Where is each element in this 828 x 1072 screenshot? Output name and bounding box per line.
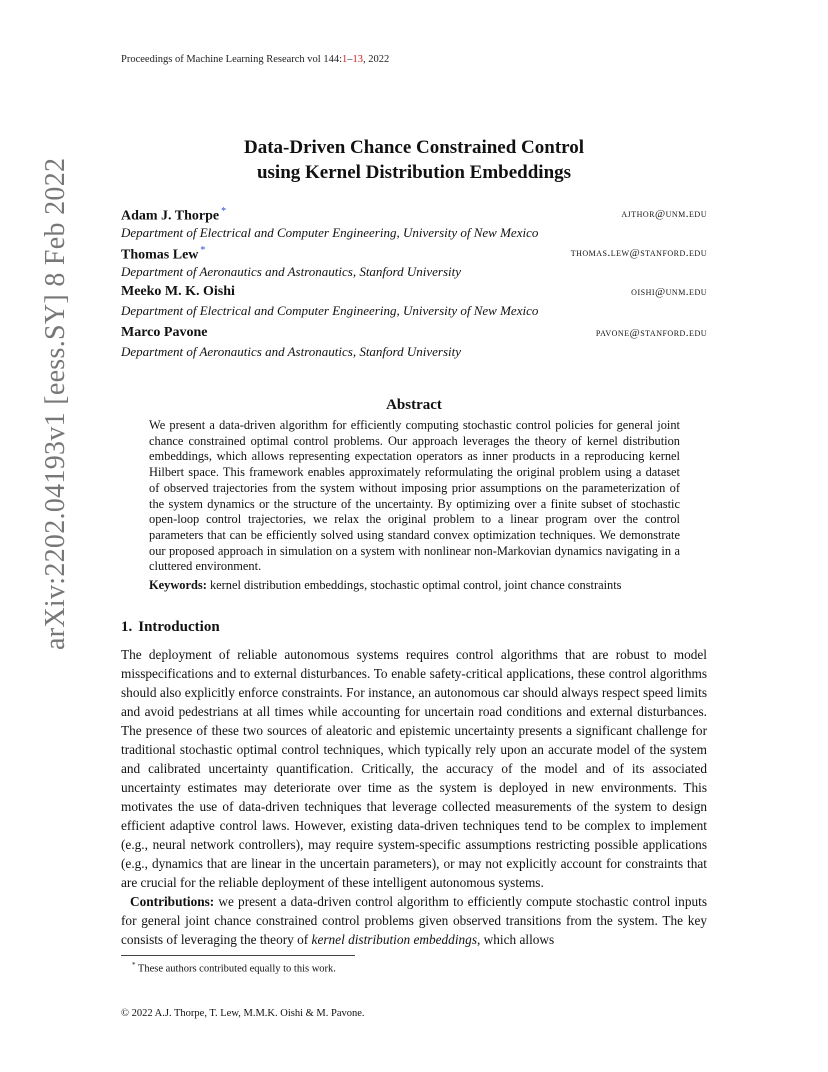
keywords-label: Keywords: — [149, 578, 207, 592]
paper-title — [0, 135, 828, 185]
author-affiliation: Department of Aeronautics and Astronautics, Stanford University — [121, 264, 462, 279]
author-email[interactable]: ajthor@unm.edu — [621, 208, 707, 220]
copyright-notice: © 2022 A.J. Thorpe, T. Lew, M.M.K. Oishi & M. Pavone. — [121, 1008, 365, 1019]
author-affiliation: Department of Aeronautics and Astronautics, Stanford University — [121, 344, 462, 359]
introduction-body — [121, 645, 707, 949]
author-email[interactable]: thomas.lew@stanford.edu — [570, 247, 707, 259]
footnote-mark: * — [132, 961, 136, 969]
author-email[interactable]: pavone@stanford.edu — [595, 327, 707, 339]
author-name: Meeko M. K. Oishi — [121, 284, 235, 299]
author-name: Thomas Lew * — [121, 245, 206, 263]
abstract-heading: Abstract — [386, 397, 442, 413]
paragraph: The deployment of reliable autonomous systems requires control algorithms that are robust to model misspecifications and to external disturbances. To enable safety-critical applications, these control algorithms should also explicitly enforce constraints. For instance, an autonomous car should always respect speed limits and avoid pedestrians at all times while accounting for uncertain road conditions and external disturbances. The presence of these two sources of aleatoric and epistemic uncertainty presents a significant challenge for traditional stochastic optimal control techniques, which typically rely upon an accurate model of the system and calibrated uncertainty quantification. Critically, the accuracy of the model and of its associated uncertainty estimates may deteriorate over time as the system is deployed in new environments. This motivates the use of data-driven techniques that leverage collected measurements of the system to design efficient adaptive control laws. However, existing data-driven techniques tend to be complex to implement (e.g., neural network controllers), may require system-specific assumptions restricting possible applications (e.g., dynamics that are linear in the uncertain parameters), or may not explicitly account for constraints that are crucial for the reliable deployment of these intelligent autonomous systems. — [121, 647, 707, 890]
paragraph: Contributions: we present a data-driven control algorithm to efficiently compute stochastic control inputs for general joint chance constrained control problems given observed transitions from the system. The key consists of leveraging the theory of kernel distribution embeddings, which allows — [121, 894, 707, 947]
author-name: Adam J. Thorpe * — [121, 206, 227, 224]
journal-name: Proceedings of Machine Learning Research vol 144: — [121, 54, 343, 65]
keywords-list: kernel distribution embeddings, stochastic optimal control, joint chance constraints — [209, 578, 622, 592]
author-email[interactable]: oishi@unm.edu — [631, 286, 707, 298]
contributions-label: Contributions: — [130, 894, 215, 909]
title-line-1: Data-Driven Chance Constrained Control — [243, 137, 585, 158]
abstract-text: We present a data-driven algorithm for efficiently computing stochastic control policies for general joint chance constrained optimal control problems. Our approach leverages the theory of kernel distribution embeddings, which allows representing expectation operators as inner products in a reproducing kernel Hilbert space. This framework enables approximately reformulating the original problem using a dataset of observed trajectories from the system without imposing prior assumptions on the parameterization of the system dynamics or the structure of the uncertainty. By optimizing over a finite subset of stochastic open-loop control trajectories, we relax the original problem to a linear program over the control parameters that can be efficiently solved using standard convex optimization techniques. We demonstrate our proposed approach in simulation on a system with nonlinear non-Markovian dynamics navigating in a cluttered environment. — [149, 418, 680, 574]
page-range[interactable]: 1–13 — [342, 54, 364, 65]
footnote — [132, 961, 336, 975]
keywords-line — [149, 578, 689, 593]
footnote-text: These authors contributed equally to this work. — [135, 963, 336, 975]
section-title: Introduction — [138, 619, 220, 635]
equal-contribution-mark[interactable]: * — [200, 245, 206, 256]
section-heading — [121, 619, 220, 636]
equal-contribution-mark[interactable]: * — [221, 206, 227, 217]
author-affiliation: Department of Electrical and Computer Engineering, University of New Mexico — [121, 303, 539, 318]
running-header — [121, 54, 389, 65]
title-line-2: using Kernel Distribution Embeddings — [256, 162, 572, 183]
footnote-divider — [121, 955, 355, 956]
emphasis: kernel distribution embeddings — [311, 932, 477, 947]
author-name: Marco Pavone — [121, 325, 208, 340]
section-number: 1. — [121, 619, 133, 635]
arxiv-side-label: arXiv:2202.04193v1 [eess.SY] 8 Feb 2022 — [40, 157, 71, 650]
journal-year: , 2022 — [363, 54, 390, 65]
author-affiliation: Department of Electrical and Computer Engineering, University of New Mexico — [121, 225, 539, 240]
